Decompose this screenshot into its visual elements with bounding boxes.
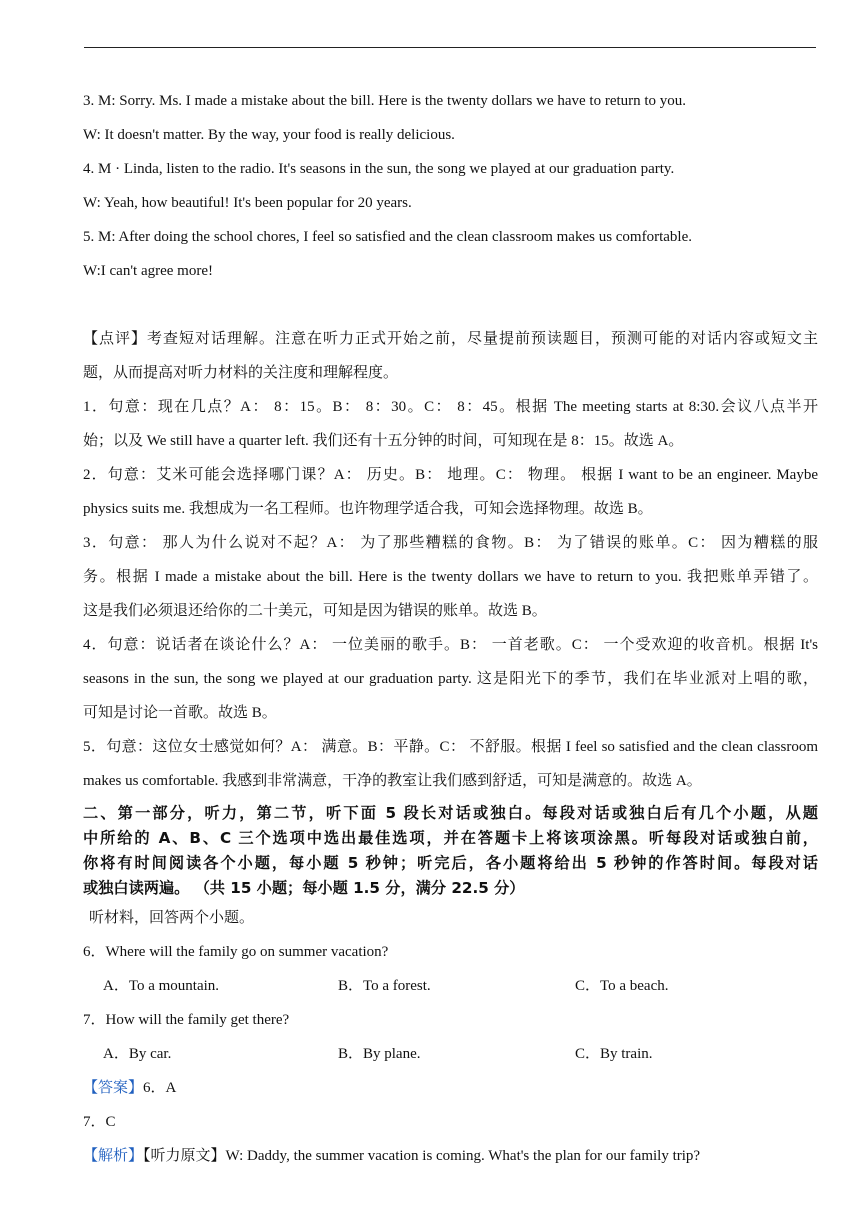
explanation-line: seasons in the sun, the song we played at our graduation party. 这是阳光下的季节，我们在毕业派对上唱的歌， [83,671,818,687]
dialogue-line: 5. M: After doing the school chores, I feel so satisfied and the clean classroom makes us comfortable. [83,229,692,245]
question-7-options [83,1037,818,1071]
explanation-line: 3．句意： 那人为什么说对不起？A： 为了那些糟糕的食物。B： 为了错误的账单。C： 因为糟糕的服 [83,535,818,551]
explanation-line: 4．句意：说话者在谈论什么？A： 一位美丽的歌手。B： 一首老歌。C： 一个受欢迎的收音机。根据 It's [83,637,818,653]
explanation-line: 务。根据 I made a mistake about the bill. Here is the twenty dollars we have to return to you. 我把账单弄错了。 [83,569,818,585]
explanation-line: 1．句意：现在几点？A： 8：15。B： 8：30。C： 8：45。根据 The meeting starts at 8:30.会议八点半开 [83,399,818,415]
dialogue-line: W: It doesn't matter. By the way, your food is really delicious. [83,127,455,143]
transcript-tag: 【听力原文】 [143,1148,226,1164]
answer-6: 6．A [143,1080,177,1096]
option-a: A．To a mountain. [103,978,220,994]
option-c: C．To a beach. [575,978,669,994]
explanation-line: 可知是讨论一首歌。故选 B。 [83,705,277,721]
option-c: C．By train. [575,1046,653,1062]
document-page [83,84,818,1173]
comment-tag: 【点评】 [83,331,147,347]
question-7: 7．How will the family get there? [83,1012,290,1028]
spacer [83,288,818,322]
explanation-line: 这是我们必须退还给你的二十美元，可知是因为错误的账单。故选 B。 [83,603,547,619]
dialogue-line: 4. M · Linda, listen to the radio. It's seasons in the sun, the song we played at our graduation party. [83,161,675,177]
comment-line: 题，从而提高对听力材料的关注度和理解程度。 [83,365,399,381]
section-heading-line: 或独白读两遍。 （共 15 小题；每小题 1.5 分，满分 22.5 分） [83,879,525,897]
dialogue-line: W: Yeah, how beautiful! It's been popular for 20 years. [83,195,412,211]
section-heading-line: 二、第一部分，听力，第二节，听下面 5 段长对话或独白。每段对话或独白后有几个小题，从题 [83,804,818,822]
comment-line [83,322,818,356]
comment-text: 考查短对话理解。注意在听力正式开始之前，尽量提前预读题目，预测可能的对话内容或短文主 [147,331,818,347]
listening-intro: 听材料，回答两个小题。 [89,910,255,926]
section-heading-line: 中所给的 A、B、C 三个选项中选出最佳选项，并在答题卡上将该项涂黑。听每段对话或独白前， [83,829,818,847]
answer-7: 7．C [83,1114,116,1130]
explanation-line: physics suits me. 我想成为一名工程师。也许物理学适合我，可知会选择物理。故选 B。 [83,501,653,517]
question-6-options [83,969,818,1003]
analysis-tag: 【解析】 [83,1148,144,1164]
option-a: A．By car. [103,1046,172,1062]
answer-line [83,1071,818,1105]
explanation-line: 2．句意：艾米可能会选择哪门课？A： 历史。B： 地理。C： 物理。 根据 I want to be an engineer. Maybe [83,467,818,483]
option-b: B．To a forest. [338,978,431,994]
answer-tag: 【答案】 [83,1080,144,1096]
dialogue-line: W:I can't agree more! [83,263,213,279]
explanation-line: 始；以及 We still have a quarter left. 我们还有十五分钟的时间，可知现在是 8：15。故选 A。 [83,433,684,449]
header-rule [84,47,816,48]
section-heading-line: 你将有时间阅读各个小题，每小题 5 秒钟；听完后，各小题将给出 5 秒钟的作答时间。每段对话 [83,854,818,872]
option-b: B．By plane. [338,1046,421,1062]
dialogue-line: 3. M: Sorry. Ms. I made a mistake about the bill. Here is the twenty dollars we have to return to you. [83,93,687,109]
question-6: 6．Where will the family go on summer vacation? [83,944,389,960]
explanation-line: makes us comfortable. 我感到非常满意，干净的教室让我们感到舒适，可知是满意的。故选 A。 [83,773,702,789]
analysis-line [83,1139,818,1173]
transcript-text: W: Daddy, the summer vacation is coming. What's the plan for our family trip? [225,1148,701,1164]
explanation-line: 5．句意：这位女士感觉如何？A： 满意。B：平静。C： 不舒服。根据 I feel so satisfied and the clean classroom [83,739,818,755]
